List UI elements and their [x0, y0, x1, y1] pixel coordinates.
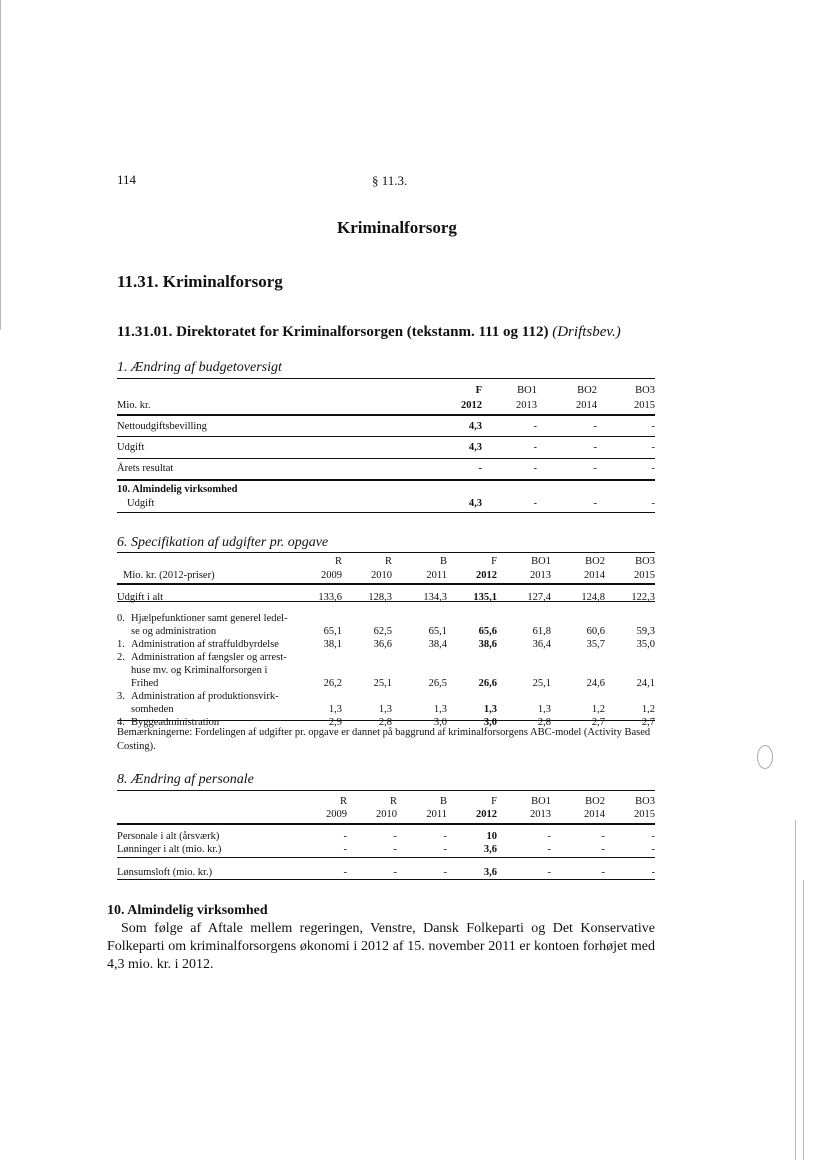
- table1-unit-label: Mio. kr.: [117, 399, 151, 411]
- row-number: 4.: [117, 716, 125, 728]
- row-label: Lønsumsloft (mio. kr.): [117, 866, 213, 878]
- cell-value: -: [601, 866, 605, 878]
- row-label: Lønninger i alt (mio. kr.): [117, 843, 222, 855]
- cell-value: -: [443, 866, 447, 878]
- cell-value: 2,9: [328, 716, 342, 728]
- cell-value: 3,6: [483, 866, 497, 878]
- cell-value: 124,8: [581, 591, 605, 603]
- row-label: 10. Almindelig virksomhed: [117, 483, 238, 495]
- cell-value: -: [393, 843, 397, 855]
- cell-value: -: [443, 843, 447, 855]
- cell-value: 36,6: [373, 638, 392, 650]
- table6-col-year: 2009: [321, 569, 342, 581]
- table-row: [117, 843, 655, 856]
- row-label: Udgift i alt: [117, 591, 164, 603]
- table6-header-years: [117, 568, 655, 582]
- table1-col-letter: BO2: [577, 384, 597, 396]
- table8-col-year: 2014: [584, 808, 605, 820]
- cell-value: -: [533, 420, 537, 432]
- cell-value: -: [651, 497, 655, 509]
- cell-value: 1,3: [328, 703, 342, 715]
- table6-col-letter: R: [334, 555, 342, 567]
- cell-value: [452, 482, 482, 496]
- table6-col-letter: R: [384, 555, 392, 567]
- cell-value: 25,1: [532, 677, 551, 689]
- cell-value: -: [443, 830, 447, 842]
- cell-value: 3,0: [433, 716, 447, 728]
- cell-value: 2,7: [641, 716, 655, 728]
- cell-value: 3,6: [483, 843, 497, 855]
- cell-value: -: [343, 866, 347, 878]
- row-label: Hjælpefunktioner samt generel ledel-: [131, 612, 288, 624]
- table1-col-year: 2015: [634, 399, 655, 411]
- table6-note: Bemærkningerne: Fordelingen af udgifter pr. opgave er dannet på baggrund af kriminalforsorgens ABC-model (Activity Based Costing).: [117, 727, 651, 752]
- cell-value: 60,6: [586, 625, 605, 637]
- table8-col-year: 2010: [376, 808, 397, 820]
- table6-caption: 6. Specifikation af udgifter pr. opgave: [117, 535, 329, 550]
- table-row: [117, 830, 655, 843]
- row-label: Årets resultat: [117, 462, 174, 474]
- cell-value: 24,6: [586, 677, 605, 689]
- heading-11-31-01: [117, 324, 621, 341]
- table6-header-letters: [117, 555, 655, 568]
- cell-value: [597, 482, 655, 496]
- table8-total-rule: [117, 857, 655, 858]
- cell-value: -: [478, 462, 482, 474]
- cell-value: 36,4: [532, 638, 551, 650]
- table-row: [117, 690, 655, 703]
- cell-value: 1,3: [433, 703, 447, 715]
- cell-value: -: [343, 843, 347, 855]
- cell-value: 135,1: [473, 591, 497, 603]
- table-row: [117, 651, 655, 664]
- punch-hole-mark: [757, 745, 773, 769]
- cell-value: -: [393, 866, 397, 878]
- table6-unit-label: Mio. kr. (2012-priser): [123, 569, 215, 581]
- page-title: Kriminalforsorg: [337, 218, 457, 237]
- cell-value: 1,3: [378, 703, 392, 715]
- table1-col-letter: BO3: [635, 384, 655, 396]
- table6-col-letter: BO1: [531, 555, 551, 567]
- table8-col-year: 2013: [530, 808, 551, 820]
- cell-value: 26,2: [323, 677, 342, 689]
- table8-col-year: 2015: [634, 808, 655, 820]
- section-10-text: Som følge af Aftale mellem regeringen, Venstre, Dansk Folkeparti og Det Konservative Folkeparti om kriminalforsorgens økonomi i 2012 af 15. november 2011 er kontoen forhøjet med 4,3 mio. kr. i 2012.: [107, 921, 655, 973]
- cell-value: -: [593, 441, 597, 453]
- cell-value: 59,3: [636, 625, 655, 637]
- cell-value: 10: [486, 830, 497, 842]
- cell-value: 4,3: [468, 441, 482, 453]
- row-label: Administration af straffuldbyrdelse: [131, 638, 279, 650]
- cell-value: 128,3: [368, 591, 392, 603]
- cell-value: 61,8: [532, 625, 551, 637]
- table-row: [117, 664, 655, 677]
- cell-value: 2,8: [537, 716, 551, 728]
- table6-expenses-by-task: [117, 555, 655, 729]
- table8-col-letter: BO3: [635, 795, 655, 807]
- row-label: Administration af fængsler og arrest-: [131, 651, 287, 663]
- cell-value: -: [651, 843, 655, 855]
- cell-value: 133,6: [318, 591, 342, 603]
- table8-col-year: 2012: [476, 808, 497, 820]
- table1-col-year: 2012: [461, 399, 482, 411]
- cell-value: -: [343, 830, 347, 842]
- cell-value: 1,2: [641, 703, 655, 715]
- cell-value: 26,5: [428, 677, 447, 689]
- row-label: huse mv. og Kriminalforsorgen i: [131, 664, 268, 676]
- cell-value: -: [651, 441, 655, 453]
- row-label: Administration af produktionsvirk-: [131, 690, 279, 702]
- table8-total-row: [117, 865, 655, 879]
- row-label: Udgift: [127, 497, 155, 509]
- table-row: [117, 703, 655, 716]
- cell-value: -: [533, 462, 537, 474]
- table-row: [117, 482, 655, 496]
- table6-col-letter: F: [491, 555, 497, 567]
- table1-budget-overview: [117, 384, 655, 510]
- row-label: Personale i alt (årsværk): [117, 830, 220, 842]
- cell-value: 4,3: [468, 497, 482, 509]
- table6-bottom-rule: [117, 720, 655, 721]
- table1-header-rule: [117, 414, 655, 416]
- table6-header-rule: [117, 583, 655, 585]
- cell-value: -: [547, 830, 551, 842]
- cell-value: -: [593, 420, 597, 432]
- row-number: 2.: [117, 651, 125, 663]
- cell-value: [482, 482, 537, 496]
- cell-value: [537, 482, 597, 496]
- table8-col-letter: R: [339, 795, 347, 807]
- page-number: 114: [117, 172, 137, 187]
- row-number: 3.: [117, 690, 125, 702]
- cell-value: -: [601, 843, 605, 855]
- table-row: [117, 461, 655, 475]
- table-row: [117, 625, 655, 638]
- cell-value: -: [601, 830, 605, 842]
- row-label: se og administration: [131, 625, 217, 637]
- cell-value: -: [533, 441, 537, 453]
- cell-value: 38,1: [323, 638, 342, 650]
- cell-value: 65,1: [323, 625, 342, 637]
- table8-col-letter: BO1: [531, 795, 551, 807]
- table-row: [117, 440, 655, 454]
- cell-value: 35,7: [586, 638, 605, 650]
- table6-top-rule: [117, 552, 655, 553]
- cell-value: 38,6: [478, 638, 497, 650]
- table6-col-year: 2014: [584, 569, 605, 581]
- row-label: Udgift: [117, 441, 145, 453]
- section-reference: § 11.3.: [372, 173, 408, 188]
- table8-header-letters: [117, 795, 655, 808]
- table1-caption: 1. Ændring af budgetoversigt: [117, 360, 282, 375]
- row-number: 0.: [117, 612, 125, 624]
- table8-top-rule: [117, 790, 655, 791]
- cell-value: 24,1: [636, 677, 655, 689]
- cell-value: -: [593, 462, 597, 474]
- table8-col-letter: B: [439, 795, 447, 807]
- scan-edge-line: [795, 820, 796, 1160]
- table8-col-letter: BO2: [585, 795, 605, 807]
- table1-bottom-rule: [117, 512, 655, 513]
- row-label: somheden: [131, 703, 174, 715]
- cell-value: 38,4: [428, 638, 447, 650]
- table-row: [117, 638, 655, 651]
- table1-row-rule: [117, 436, 655, 437]
- heading-11-31-01-main: 11.31.01. Direktoratet for Kriminalforsorgen (tekstanm. 111 og 112): [117, 324, 549, 340]
- row-number: 1.: [117, 638, 125, 650]
- table6-col-letter: B: [439, 555, 447, 567]
- table-row: [117, 677, 655, 690]
- cell-value: 65,6: [478, 625, 497, 637]
- cell-value: 2,8: [378, 716, 392, 728]
- table8-caption: 8. Ændring af personale: [117, 772, 254, 787]
- cell-value: -: [547, 843, 551, 855]
- cell-value: 1,3: [537, 703, 551, 715]
- section-10-heading: 10. Almindelig virksomhed: [107, 903, 268, 918]
- cell-value: 62,5: [373, 625, 392, 637]
- table1-top-rule: [117, 378, 655, 379]
- table8-col-letter: R: [389, 795, 397, 807]
- table1-header-years: [117, 397, 655, 412]
- scan-edge-line: [0, 0, 1, 330]
- scan-edge-line: [803, 880, 804, 1160]
- table1-row-rule: [117, 458, 655, 459]
- table6-col-letter: BO2: [585, 555, 605, 567]
- table6-col-year: 2012: [476, 569, 497, 581]
- cell-value: 26,6: [478, 677, 497, 689]
- row-label: Frihed: [131, 677, 159, 689]
- cell-value: 2,7: [591, 716, 605, 728]
- cell-value: 4,3: [468, 420, 482, 432]
- heading-11-31: 11.31. Kriminalforsorg: [117, 272, 283, 291]
- table8-col-year: 2009: [326, 808, 347, 820]
- cell-value: -: [393, 830, 397, 842]
- cell-value: -: [651, 866, 655, 878]
- table8-staff-changes: [117, 795, 655, 879]
- cell-value: -: [533, 497, 537, 509]
- table1-col-year: 2014: [576, 399, 597, 411]
- cell-value: -: [547, 866, 551, 878]
- table8-header-years: [117, 808, 655, 821]
- cell-value: 35,0: [636, 638, 655, 650]
- table6-col-letter: BO3: [635, 555, 655, 567]
- row-label: Nettoudgiftsbevilling: [117, 420, 207, 432]
- cell-value: 1,3: [483, 703, 497, 715]
- table8-bottom-rule: [117, 879, 655, 880]
- cell-value: 127,4: [527, 591, 551, 603]
- table-row: [117, 496, 655, 510]
- table-row: [117, 419, 655, 433]
- table1-row-rule: [117, 479, 655, 481]
- table6-col-year: 2013: [530, 569, 551, 581]
- cell-value: 122,3: [631, 591, 655, 603]
- cell-value: -: [651, 420, 655, 432]
- heading-11-31-01-paren: (Driftsbev.): [552, 324, 621, 340]
- table1-header-letters: [117, 384, 655, 397]
- table6-col-year: 2015: [634, 569, 655, 581]
- cell-value: 1,2: [591, 703, 605, 715]
- row-label: Byggeadministration: [131, 716, 220, 728]
- table6-col-year: 2011: [426, 569, 447, 581]
- cell-value: 3,0: [483, 716, 497, 728]
- cell-value: -: [593, 497, 597, 509]
- cell-value: 25,1: [373, 677, 392, 689]
- cell-value: 65,1: [428, 625, 447, 637]
- table8-col-year: 2011: [426, 808, 447, 820]
- table1-col-letter: BO1: [517, 384, 537, 396]
- cell-value: -: [651, 462, 655, 474]
- table-row: [117, 612, 655, 625]
- table6-total-rule: [117, 601, 655, 602]
- table6-col-year: 2010: [371, 569, 392, 581]
- table8-col-letter: F: [491, 795, 497, 807]
- table1-col-year: 2013: [516, 399, 537, 411]
- cell-value: 134,3: [423, 591, 447, 603]
- table1-col-letter: F: [475, 384, 482, 396]
- cell-value: -: [651, 830, 655, 842]
- table8-header-rule: [117, 823, 655, 825]
